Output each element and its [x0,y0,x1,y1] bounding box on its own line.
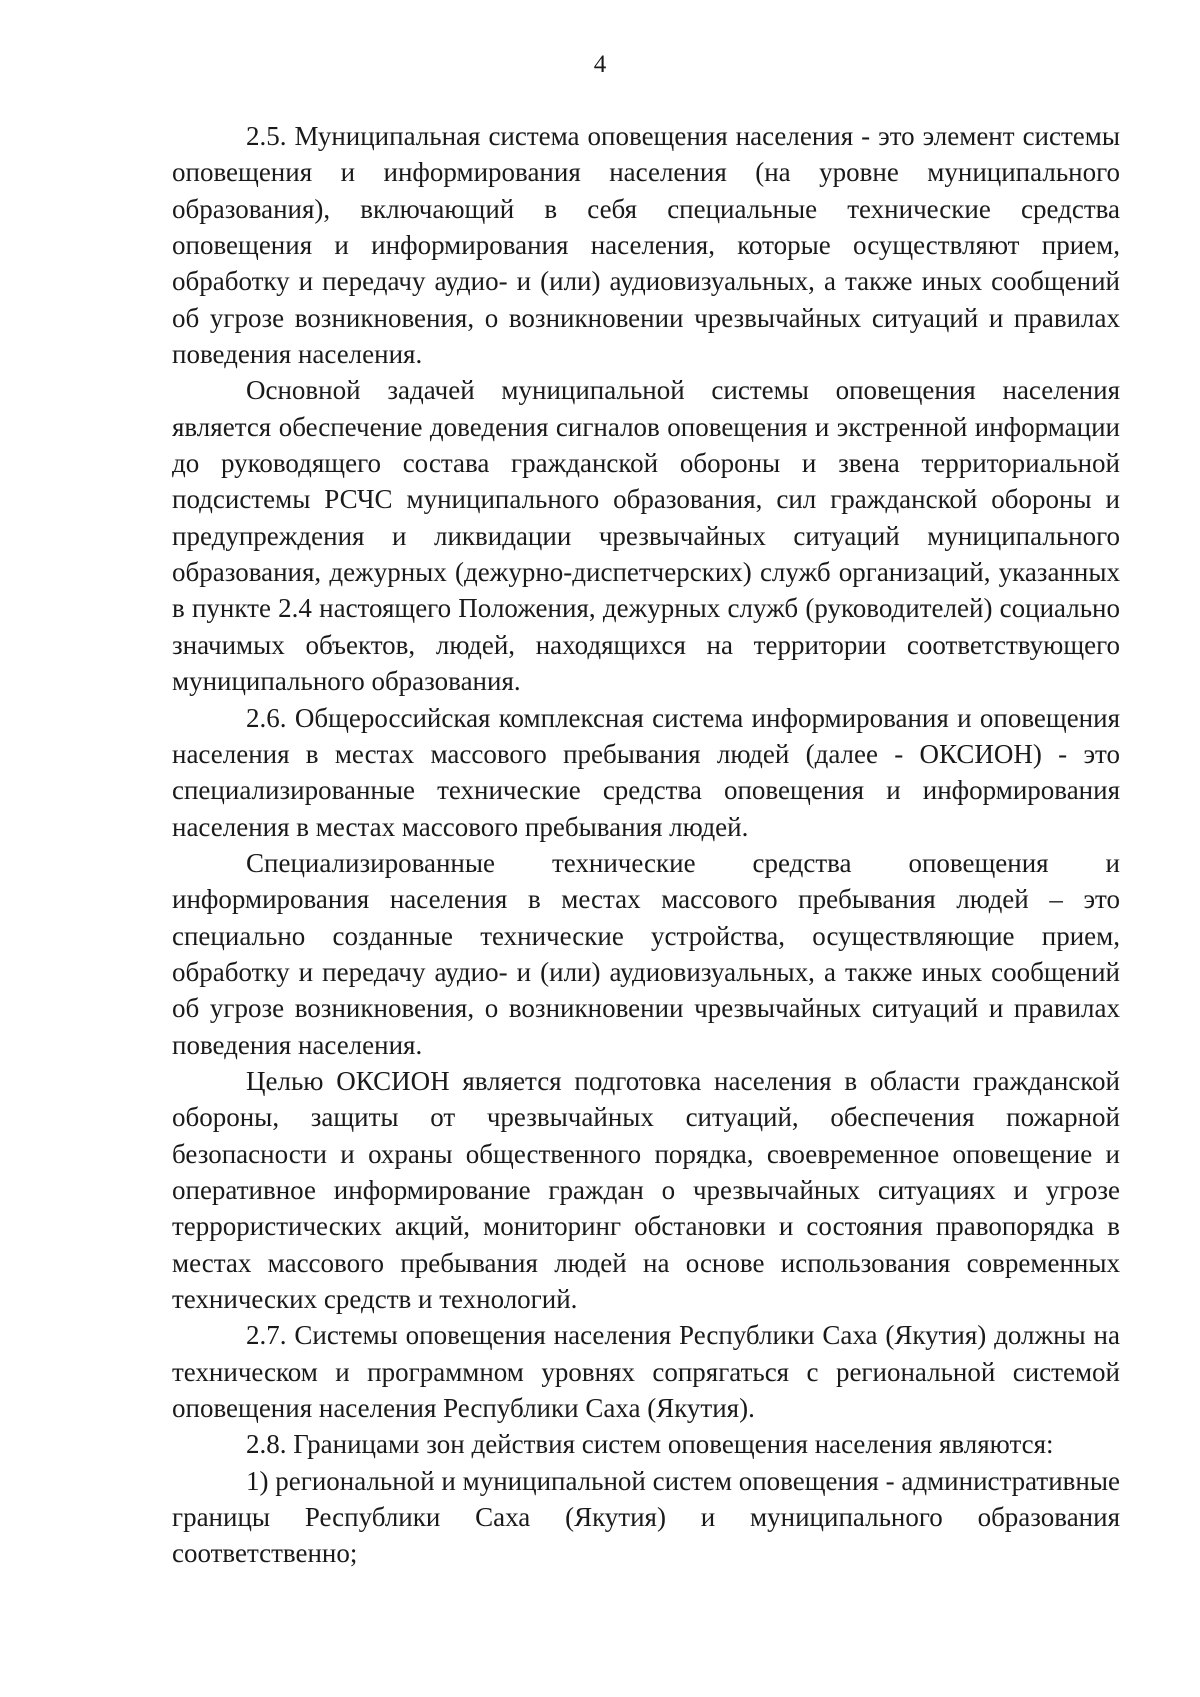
paragraph-main-task: Основной задачей муниципальной системы оповещения населения является обеспечение доведения сигналов оповещения и экстренной информации до руководящего состава гражданской обороны и звена территориальной подсистемы РСЧС муниципального образования, сил гражданской обороны и предупреждения и ликвидации чрезвычайных ситуаций муниципального образования, дежурных (дежурно-диспетчерских) служб организаций, указанных в пункте 2.4 настоящего Положения, дежурных служб (руководителей) социально значимых объектов, людей, находящихся на территории соответствующего муниципального образования. [172,375,1120,697]
paragraph-2-5: 2.5. Муниципальная система оповещения населения - это элемент системы оповещения и информирования населения (на уровне муниципального образования), включающий в себя специальные технические средства оповещения и информирования населения, которые осуществляют прием, обработку и передачу аудио- и (или) аудиовизуальных, а также иных сообщений об угрозе возникновения, о возникновении чрезвычайных ситуаций и правилах поведения населения. [172,121,1120,370]
page-number: 4 [593,51,607,78]
paragraph-oksion-goal: Целью ОКСИОН является подготовка населения в области гражданской обороны, защиты от чрезвычайных ситуаций, обеспечения пожарной безопасности и охраны общественного порядка, своевременное оповещение и оперативное информирование граждан о чрезвычайных ситуациях и угрозе террористических акций, мониторинг обстановки и состояния правопорядка в местах массового пребывания людей на основе использования современных технических средств и технологий. [172,1065,1120,1314]
paragraph-specialized-means: Специализированные технические средства оповещения и информирования населения в местах массового пребывания людей – это специально созданные технические устройства, осуществляющие прием, обработку и передачу аудио- и (или) аудиовизуальных, а также иных сообщений об угрозе возникновения, о возникновении чрезвычайных ситуаций и правилах поведения населения. [172,847,1120,1060]
paragraph-2-6: 2.6. Общероссийская комплексная система информирования и оповещения населения в местах массового пребывания людей (далее - ОКСИОН) - это специализированные технические средства оповещения и информирования населения в местах массового пребывания людей. [172,702,1120,842]
document-body [172,118,1120,1572]
paragraph-2-8-item-1: 1) региональной и муниципальной систем оповещения - административные границы Республики Саха (Якутия) и муниципального образования соответственно; [172,1465,1120,1569]
paragraph-2-7: 2.7. Системы оповещения населения Республики Саха (Якутия) должны на техническом и программном уровнях сопрягаться с региональной системой оповещения населения Республики Саха (Якутия). [172,1320,1120,1424]
paragraph-2-8: 2.8. Границами зон действия систем оповещения населения являются: [246,1429,1054,1460]
